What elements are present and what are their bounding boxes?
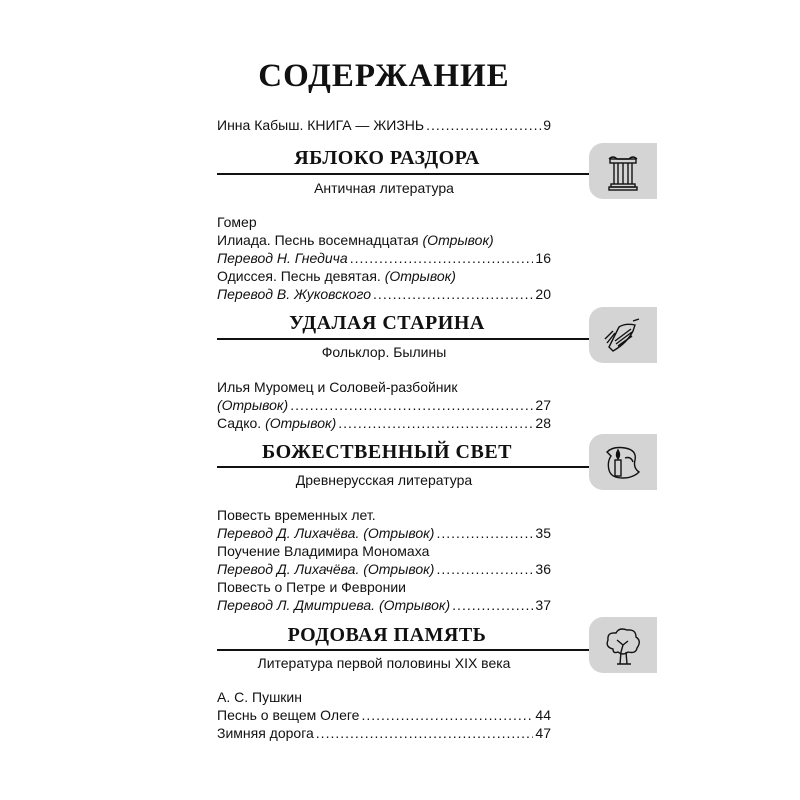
- toc-entry-note: (Отрывок): [422, 232, 494, 248]
- toc-entry-text: Перевод Н. Гнедича: [217, 250, 348, 266]
- toc-entry-text[interactable]: Поучение Владимира Мономаха: [217, 543, 430, 559]
- section-subtitle-2: Фольклор. Былины: [321, 344, 447, 360]
- toc-entry-text: Илиада. Песнь восемнадцатая: [217, 232, 419, 248]
- toc-entry-text: Перевод В. Жуковского: [217, 286, 372, 302]
- leader-dots: [452, 596, 533, 614]
- toc-entry[interactable]: [217, 285, 551, 303]
- section-subtitle-1: Античная литература: [314, 180, 454, 196]
- toc-entry[interactable]: [217, 724, 551, 742]
- section-rule-2: [217, 338, 589, 340]
- toc-entry[interactable]: [217, 267, 551, 285]
- toc-entry[interactable]: [217, 414, 551, 432]
- page-title: СОДЕРЖАНИЕ: [258, 58, 510, 94]
- leader-dots: [436, 560, 533, 578]
- page-number: 28: [535, 415, 551, 431]
- page-number: 36: [535, 561, 551, 577]
- section-tab-4[interactable]: [589, 617, 657, 673]
- section-title-2: УДАЛАЯ СТАРИНА: [289, 312, 485, 334]
- candle-scroll-icon: [603, 444, 643, 482]
- leader-dots: [316, 724, 534, 742]
- leader-dots: [426, 116, 541, 134]
- column-icon: [603, 153, 643, 191]
- toc-entry-text: Зимняя дорога: [217, 725, 314, 741]
- leader-dots: [350, 249, 534, 267]
- toc-entry[interactable]: [217, 231, 551, 249]
- leader-dots: [290, 396, 533, 414]
- gusli-icon: [603, 317, 643, 355]
- toc-author: Гомер: [217, 214, 257, 230]
- page-number: 9: [543, 117, 551, 133]
- section-tab-1[interactable]: [589, 143, 657, 199]
- page-number: 16: [535, 250, 551, 266]
- toc-entry[interactable]: [217, 596, 551, 614]
- toc-entry[interactable]: [217, 524, 551, 542]
- section-tab-2[interactable]: [589, 307, 657, 363]
- section-rule-1: [217, 173, 589, 175]
- toc-entry-text: Одиссея. Песнь девятая.: [217, 268, 381, 284]
- toc-entry[interactable]: [217, 249, 551, 267]
- section-subtitle-3: Древнерусская литература: [295, 472, 473, 488]
- page-number: 47: [535, 725, 551, 741]
- section-rule-3: [217, 466, 589, 468]
- toc-entry[interactable]: [217, 396, 551, 414]
- toc-entry-intro[interactable]: [217, 116, 551, 134]
- section-rule-4: [217, 649, 589, 651]
- toc-entry-text: Садко.: [217, 415, 262, 431]
- toc-entry-text[interactable]: Повесть временных лет.: [217, 507, 376, 523]
- toc-entry[interactable]: [217, 560, 551, 578]
- toc-entry-text[interactable]: Илья Муромец и Соловей-разбойник: [217, 379, 458, 395]
- leader-dots: [361, 706, 533, 724]
- toc-entry-text: Перевод Д. Лихачёва. (Отрывок): [217, 525, 435, 541]
- leader-dots: [338, 414, 533, 432]
- section-subtitle-4: Литература первой половины XIX века: [257, 655, 511, 671]
- toc-entry-text[interactable]: Повесть о Петре и Февронии: [217, 579, 406, 595]
- toc-author: А. С. Пушкин: [217, 689, 302, 705]
- toc-entry-note: (Отрывок): [265, 415, 337, 431]
- toc-entry-note: (Отрывок): [384, 268, 456, 284]
- section-title-1: ЯБЛОКО РАЗДОРА: [294, 147, 480, 169]
- leader-dots: [373, 285, 533, 303]
- toc-entry-text: Инна Кабыш. КНИГА — ЖИЗНЬ: [217, 117, 425, 133]
- toc-entry-text: Перевод Л. Дмитриева. (Отрывок): [217, 597, 451, 613]
- section-title-3: БОЖЕСТВЕННЫЙ СВЕТ: [262, 441, 512, 463]
- tree-icon: [603, 627, 643, 667]
- page-number: 27: [535, 397, 551, 413]
- section-title-4: РОДОВАЯ ПАМЯТЬ: [287, 624, 487, 646]
- leader-dots: [436, 524, 533, 542]
- page-number: 20: [535, 286, 551, 302]
- section-tab-3[interactable]: [589, 434, 657, 490]
- toc-entry-note: (Отрывок): [217, 397, 289, 413]
- toc-entry-text: Песнь о вещем Олеге: [217, 707, 360, 723]
- page-number: 44: [535, 707, 551, 723]
- page-number: 37: [535, 597, 551, 613]
- page-number: 35: [535, 525, 551, 541]
- toc-entry-text: Перевод Д. Лихачёва. (Отрывок): [217, 561, 435, 577]
- toc-entry[interactable]: [217, 706, 551, 724]
